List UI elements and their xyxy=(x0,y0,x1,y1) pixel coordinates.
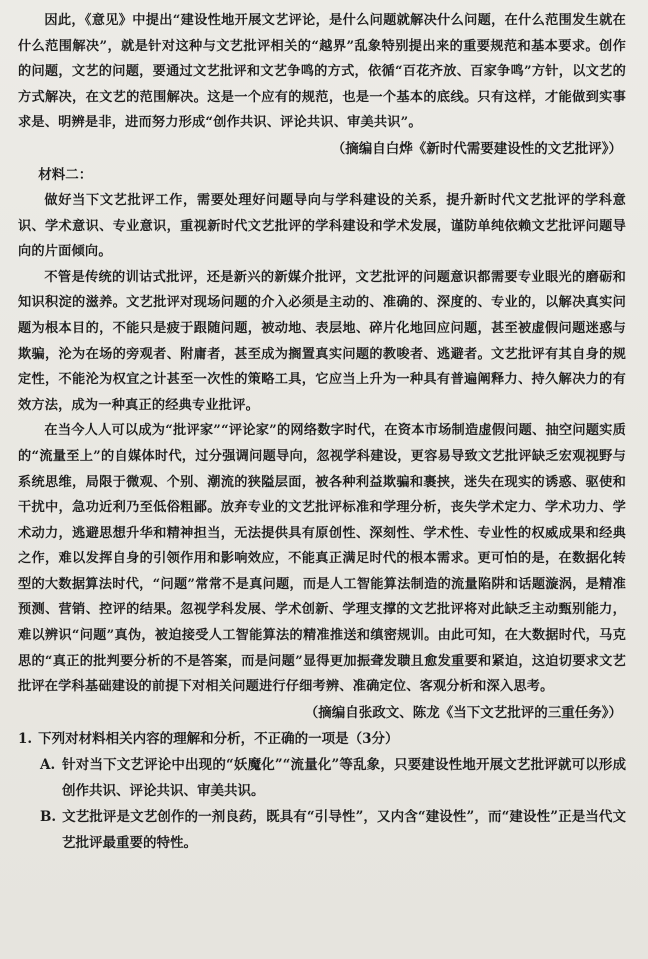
option-b[interactable] xyxy=(18,804,626,856)
question-1-text: 下列对材料相关内容的理解和分析，不正确的一项是（3分） xyxy=(38,730,399,747)
option-b-text: 文艺批评是文艺创作的一剂良药，既具有“引导性”，又内含“建设性”，而“建设性”正是当代文艺批评最重要的特性。 xyxy=(62,808,626,851)
material2-paragraph-3: 在当今人人可以成为“批评家”“评论家”的网络数字时代，在资本市场制造虚假问题、抽空问题实质的“流量至上”的自媒体时代，过分强调问题导向，忽视学科建设，更容易导致文艺批评缺乏宏观视野与系统思维，局限于微观、个别、潮流的狭隘层面，被各种利益欺骗和裹挟，迷失在现实的诱惑、驱使和干扰中，急功近利乃至低俗粗鄙。放弃专业的文艺批评标准和学理分析，丧失学术定力、学术功力、学术动力，逃避思想升华和精神担当，无法提供具有原创性、深刻性、学术性、专业性的权威成果和经典之作，难以发挥自身的引领作用和影响效应，不能真正满足时代的根本需求。更可怕的是，在数据化转型的大数据算法时代，“问题”常常不是真问题，而是人工智能算法制造的流量陷阱和话题漩涡，是精准预测、营销、控评的结果。忽视学科发展、学术创新、学理支撑的文艺批评将对此缺乏主动甄别能力，难以辨识“问题”真伪，被迫接受人工智能算法的精准推送和缜密规训。由此可知，在大数据时代，马克思的“真正的批判要分析的不是答案，而是问题”显得更加振聋发聩且愈发重要和紧迫，这迫切要求文艺批评在学科基础建设的前提下对相关问题进行仔细考辨、准确定位、客观分析和深入思考。 xyxy=(18,423,626,695)
option-a-letter: A. xyxy=(40,756,56,773)
option-a[interactable] xyxy=(18,752,626,804)
material2-paragraph-1: 做好当下文艺批评工作，需要处理好问题导向与学科建设的关系，提升新时代文艺批评的学科意识、学术意识、专业意识，重视新时代文艺批评的学科建设和学术发展，谨防单纯依赖文艺批评问题导向的片面倾向。 xyxy=(18,192,626,260)
question-1-number: 1. xyxy=(18,730,33,747)
option-b-letter: B. xyxy=(40,808,57,825)
material1-source: （摘编自白烨《新时代需要建设性的文艺批评》） xyxy=(331,140,622,157)
material1-closing-paragraph: 因此，《意见》中提出“建设性地开展文艺评论，是什么问题就解决什么问题，在什么范围发生就在什么范围解决”，就是针对这种与文艺批评相关的“越界”乱象特别提出来的重要规范和基本要求。创作的问题，文艺的问题，要通过文艺批评和文艺争鸣的方式，依循“百花齐放、百家争鸣”方针，以文艺的方式解决，在文艺的范围解决。这是一个应有的规范，也是一个基本的底线。只有这样，才能做到实事求是、明辨是非，进而努力形成“创作共识、评论共识、审美共识”。 xyxy=(18,13,626,131)
question-1-stem xyxy=(18,726,626,752)
material2-heading: 材料二： xyxy=(38,166,93,183)
material2-paragraph-2: 不管是传统的训诂式批评，还是新兴的新媒介批评，文艺批评的问题意识都需要专业眼光的磨砺和知识积淀的滋养。文艺批评对现场问题的介入必须是主动的、准确的、深度的、专业的，以解决真实问题为根本目的，不能只是疲于跟随问题，被动地、表层地、碎片化地回应问题，甚至被虚假问题迷惑与欺骗，沦为在场的旁观者、附庸者，甚至成为搁置真实问题的教唆者、逃避者。文艺批评有其自身的规定性，不能沦为权宜之计甚至一次性的策略工具，它应当上升为一种具有普遍阐释力、持久解决力的有效方法，成为一种真正的经典专业批评。 xyxy=(18,269,626,413)
material2-source: （摘编自张政文、陈龙《当下文艺批评的三重任务》） xyxy=(304,704,622,721)
option-a-text: 针对当下文艺评论中出现的“妖魔化”“流量化”等乱象，只要建设性地开展文艺批评就可以形成创作共识、评论共识、审美共识。 xyxy=(62,756,626,799)
